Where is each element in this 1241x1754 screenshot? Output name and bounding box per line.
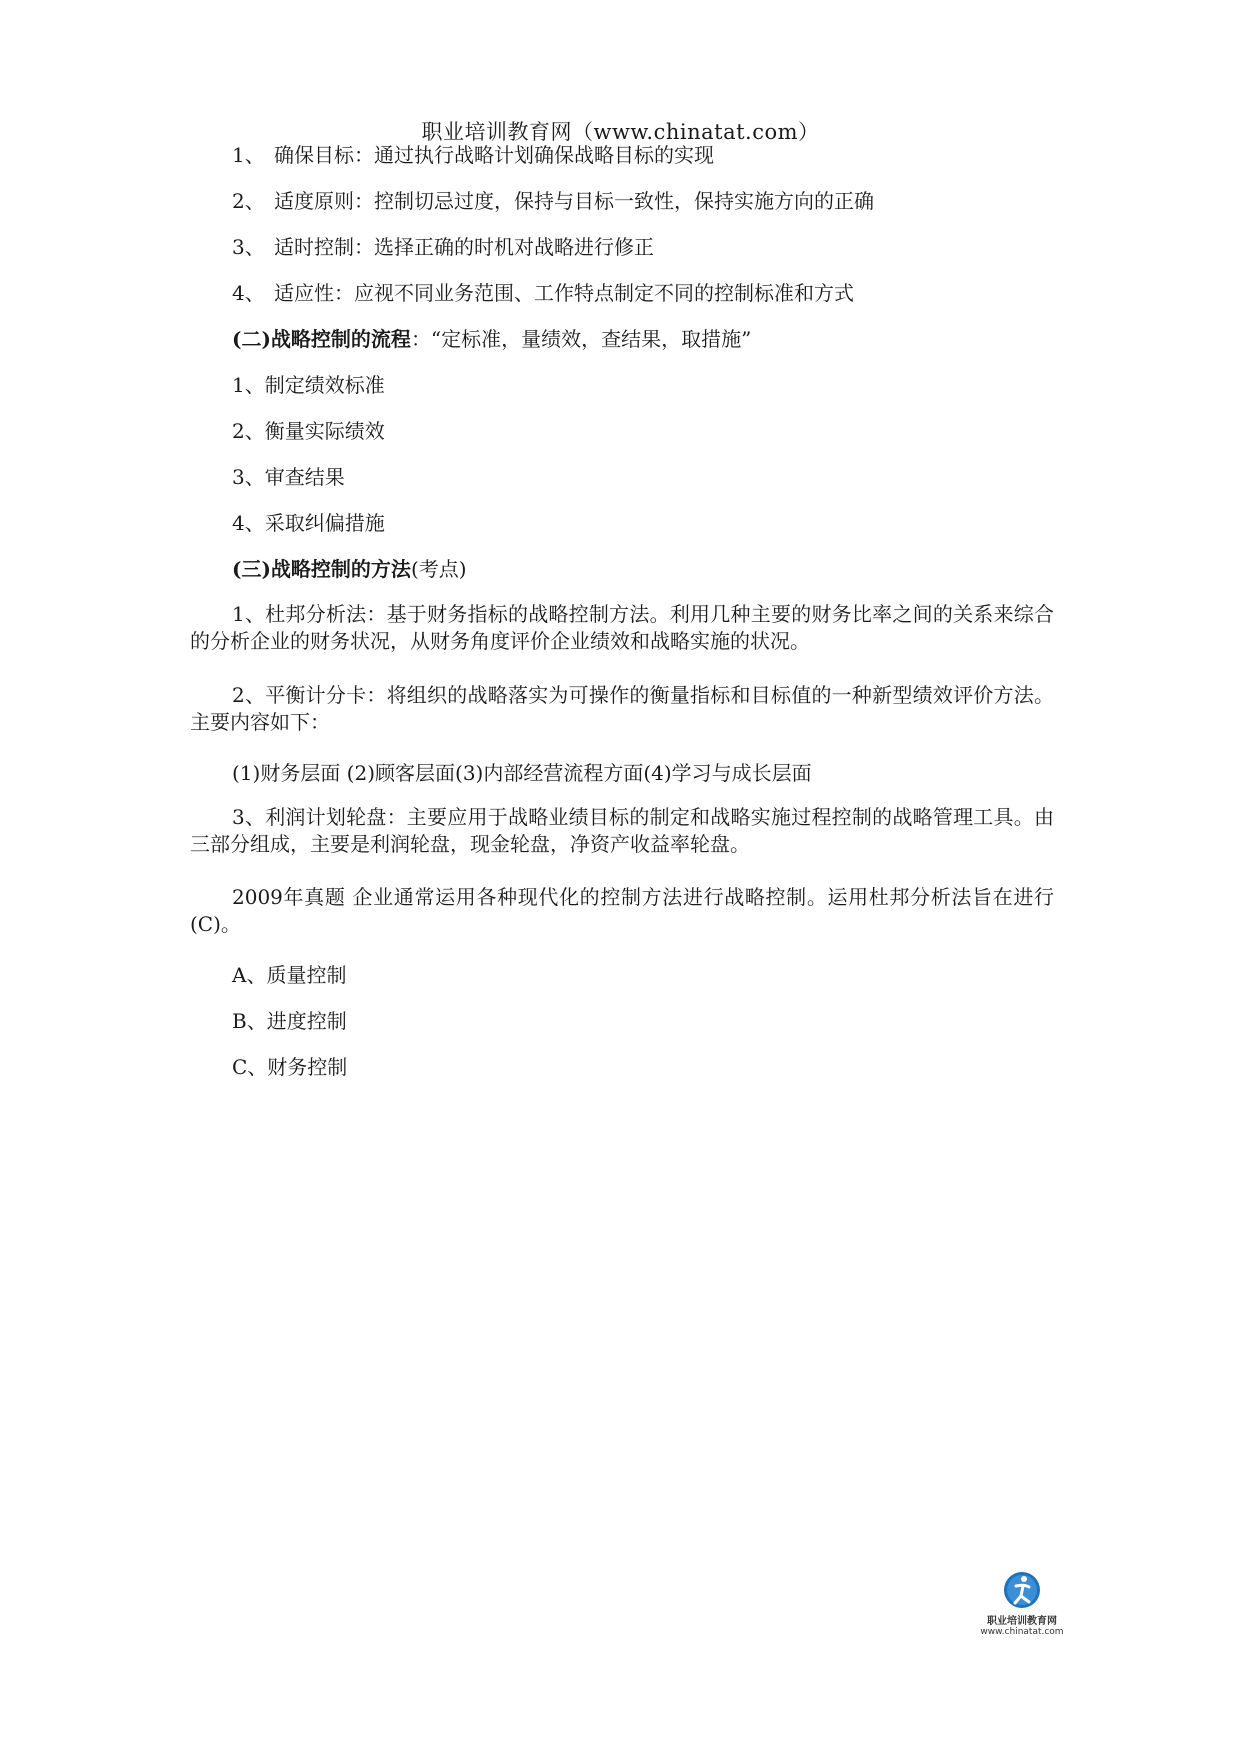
principle-item-2 — [232, 188, 874, 214]
principle-item-1 — [232, 142, 714, 168]
principle-item-4 — [232, 280, 854, 306]
section-3-heading — [232, 556, 467, 582]
exam-question: 2009年真题 企业通常运用各种现代化的控制方法进行战略控制。运用杜邦分析法旨在进行(C)。 — [190, 885, 1054, 936]
method-bsc-dimensions: (1)财务层面 (2)顾客层面(3)内部经营流程方面(4)学习与成长层面 — [232, 761, 812, 785]
principle-text: 适时控制：选择正确的时机对战略进行修正 — [274, 235, 654, 259]
principle-number: 4、 — [232, 281, 265, 305]
principle-text: 适应性：应视不同业务范围、工作特点制定不同的控制标准和方式 — [274, 281, 854, 305]
principle-text: 适度原则：控制切忌过度，保持与目标一致性，保持实施方向的正确 — [274, 189, 874, 213]
logo-site-name: 职业培训教育网 — [987, 1616, 1057, 1627]
principle-item-3 — [232, 234, 654, 260]
chinatat-logo-icon — [1002, 1570, 1042, 1610]
logo-site-url: www.chinatat.com — [980, 1627, 1064, 1637]
section-2-heading-bold: (二)战略控制的流程 — [232, 327, 411, 351]
process-step-3: 3、审查结果 — [232, 465, 345, 489]
page-header: 职业培训教育网（www.chinatat.com） — [421, 120, 820, 144]
process-step-4: 4、采取纠偏措施 — [232, 511, 385, 535]
answer-option-b: B、进度控制 — [232, 1009, 347, 1033]
method-bsc-paragraph: 2、平衡计分卡：将组织的战略落实为可操作的衡量指标和目标值的一种新型绩效评价方法。主要内容如下： — [190, 683, 1054, 734]
footer-logo — [962, 1570, 1082, 1637]
section-2-heading — [232, 326, 751, 352]
method-dupont-paragraph: 1、杜邦分析法：基于财务指标的战略控制方法。利用几种主要的财务比率之间的关系来综合的分析企业的财务状况，从财务角度评价企业绩效和战略实施的状况。 — [190, 602, 1054, 653]
section-2-heading-rest: ：“定标准，量绩效，查结果，取措施” — [410, 327, 752, 351]
principle-number: 1、 — [232, 143, 265, 167]
section-3-heading-bold: (三)战略控制的方法 — [232, 557, 411, 581]
method-profit-wheel-paragraph: 3、利润计划轮盘：主要应用于战略业绩目标的制定和战略实施过程控制的战略管理工具。由三部分组成，主要是利润轮盘，现金轮盘，净资产收益率轮盘。 — [190, 805, 1054, 856]
section-3-heading-rest: (考点) — [410, 557, 467, 581]
principle-number: 2、 — [232, 189, 265, 213]
process-step-1: 1、制定绩效标准 — [232, 373, 385, 397]
process-step-2: 2、衡量实际绩效 — [232, 419, 385, 443]
principle-number: 3、 — [232, 235, 265, 259]
answer-option-a: A、质量控制 — [232, 963, 347, 987]
answer-option-c: C、财务控制 — [232, 1055, 348, 1079]
principle-text: 确保目标：通过执行战略计划确保战略目标的实现 — [274, 143, 714, 167]
